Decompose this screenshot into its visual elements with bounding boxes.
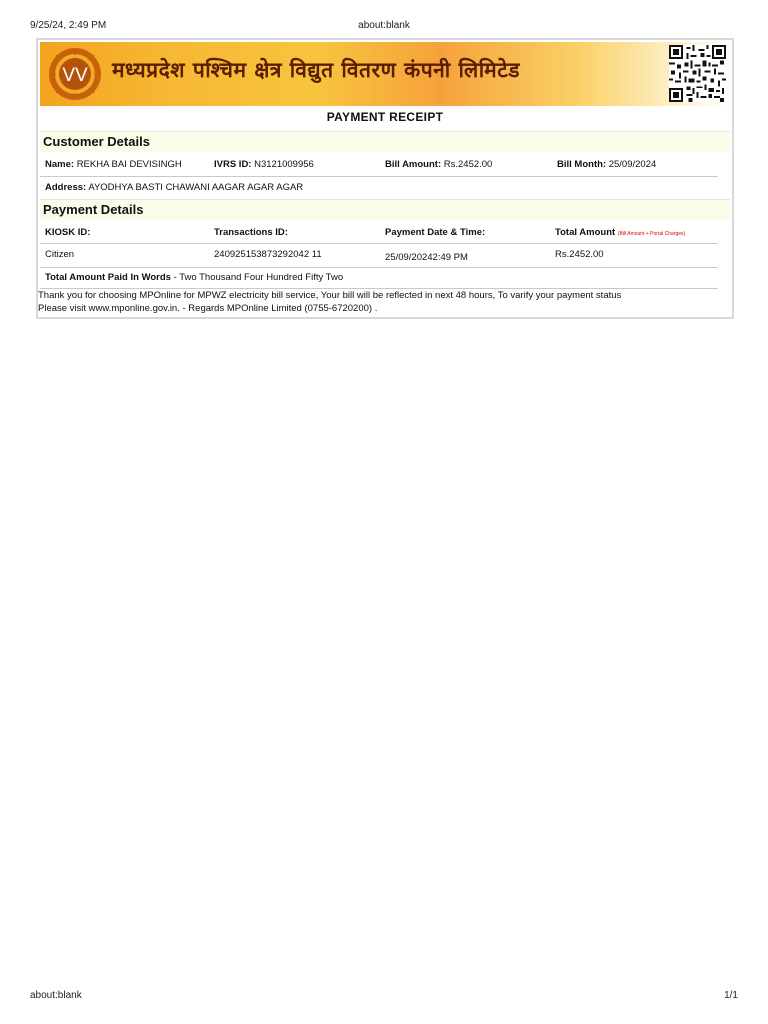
company-banner	[40, 42, 730, 106]
address-cell	[45, 182, 303, 193]
total-amount-header	[555, 227, 685, 238]
customer-info-row	[40, 154, 718, 177]
bill-amount-label: Bill Amount:	[385, 159, 442, 170]
print-header	[30, 20, 738, 34]
amount-in-words-label: Total Amount Paid In Words	[45, 272, 171, 283]
print-url: about:blank	[30, 990, 82, 1001]
payment-header-row	[40, 221, 718, 244]
receipt-title: PAYMENT RECEIPT	[326, 110, 444, 124]
thank-you-line-2: Please visit www.mponline.gov.in. - Regards MPOnline Limited (0755-6720200) .	[38, 303, 378, 314]
bill-month: 25/09/2024	[608, 159, 657, 170]
customer-name-cell	[45, 159, 182, 170]
transaction-id: 240925153873292042 11	[214, 249, 322, 260]
payment-receipt	[36, 38, 734, 319]
bill-amount: Rs.2452.00	[443, 159, 493, 170]
print-page-title: about:blank	[358, 20, 410, 31]
ivrs-label: IVRS ID:	[214, 159, 252, 170]
kiosk-id-header: KIOSK ID:	[45, 227, 91, 238]
portal-charges-note: (Bill Amount + Portal Charges)	[617, 231, 686, 237]
payment-value-row	[40, 244, 718, 268]
print-footer	[30, 990, 738, 1004]
customer-address: AYODHYA BASTI CHAWANI AAGAR AGAR AGAR	[88, 182, 304, 193]
payment-details-heading: Payment Details	[40, 199, 730, 220]
ivrs-id: N3121009956	[254, 159, 314, 170]
ivrs-cell	[214, 159, 314, 170]
company-logo-icon	[48, 47, 102, 101]
qr-code-icon	[669, 45, 726, 102]
thank-you-note	[38, 289, 728, 315]
bill-month-label: Bill Month:	[557, 159, 607, 170]
customer-details-heading: Customer Details	[40, 131, 730, 152]
name-label: Name:	[45, 159, 75, 170]
logo-text: VV	[62, 65, 88, 86]
amount-in-words: - Two Thousand Four Hundred Fifty Two	[170, 272, 344, 283]
payment-datetime-header: Payment Date & Time:	[385, 227, 486, 238]
amount-in-words-row	[40, 268, 718, 289]
bill-amount-cell	[385, 159, 492, 170]
total-amount: Rs.2452.00	[555, 249, 604, 260]
address-row	[40, 177, 718, 199]
amount-in-words-cell	[45, 272, 343, 283]
company-name: मध्यप्रदेश पश्चिम क्षेत्र विद्युत वितरण कंपनी लिमिटेड	[112, 57, 521, 82]
print-timestamp: 9/25/24, 2:49 PM	[30, 20, 107, 31]
customer-name: REKHA BAI DEVISINGH	[76, 159, 182, 170]
page-number: 1/1	[724, 990, 738, 1001]
address-label: Address:	[45, 182, 87, 193]
total-amount-label: Total Amount	[555, 227, 616, 238]
bill-month-cell	[557, 159, 656, 170]
payment-datetime: 25/09/20242:49 PM	[385, 252, 468, 263]
thank-you-line-1: Thank you for choosing MPOnline for MPWZ electricity bill service, Your bill will be reflected in next 48 hours, To varify your payment status	[38, 290, 622, 301]
kiosk-id: Citizen	[45, 249, 75, 260]
transaction-id-header: Transactions ID:	[214, 227, 288, 238]
